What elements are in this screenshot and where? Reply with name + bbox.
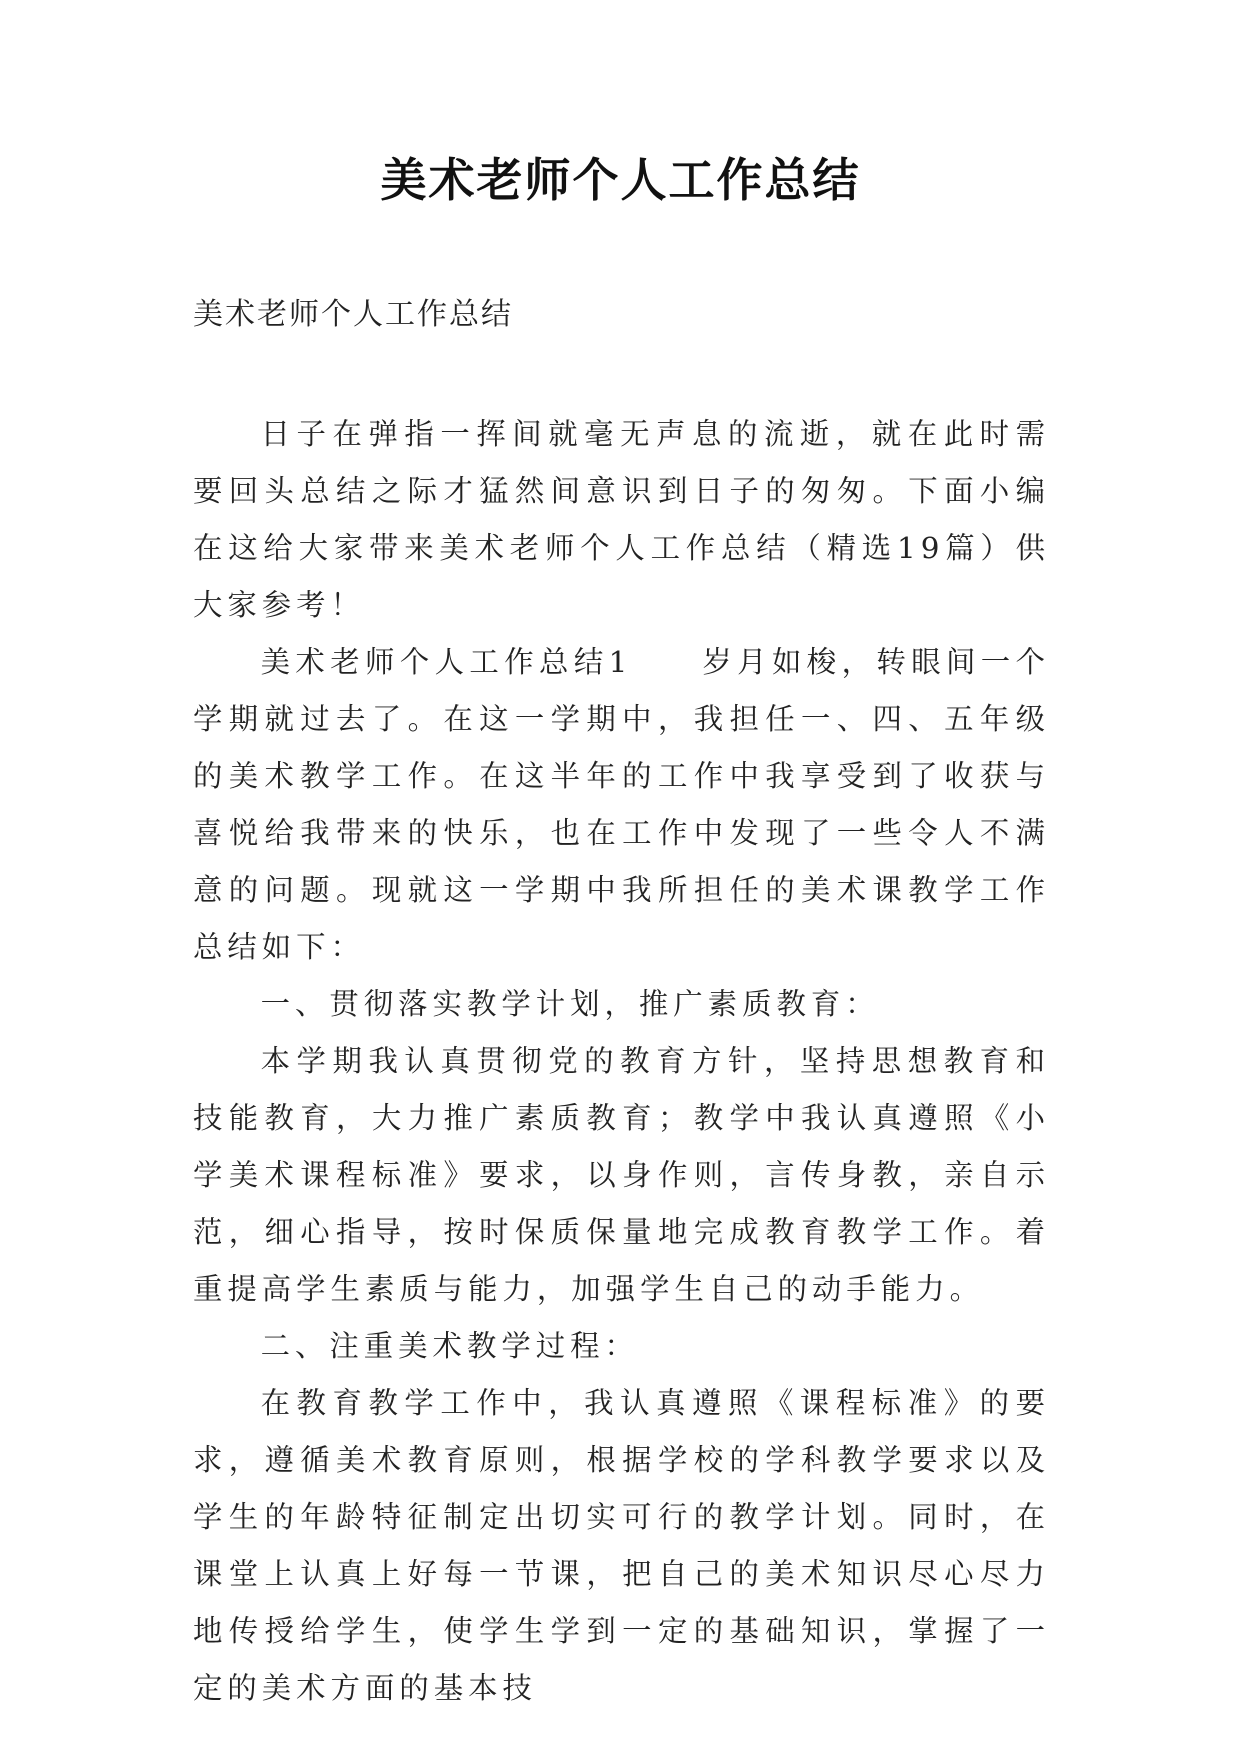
- section-heading-2: 二、注重美术教学过程：: [260, 1329, 639, 1363]
- paragraph-section-2: 在教育教学工作中，我认真遵照《课程标准》的要求，遵循美术教育原则，根据学校的学科教学要求以及学生的年龄特征制定出切实可行的教学计划。同时，在课堂上认真上好每一节课，把自己的美术知识尽心尽力地传授给学生，使学生学到一定的基础知识，掌握了一定的美术方面的基本技: [193, 1386, 1050, 1705]
- paragraph-summary-1: 美术老师个人工作总结1 岁月如梭，转眼间一个学期就过去了。在这一学期中，我担任一、四、五年级的美术教学工作。在这半年的工作中我享受到了收获与喜悦给我带来的快乐，也在工作中发现了一些令人不满意的问题。现就这一学期中我所担任的美术课教学工作总结如下：: [193, 645, 1050, 964]
- section-heading-1: 一、贯彻落实教学计划，推广素质教育：: [260, 987, 880, 1021]
- document-title: 美术老师个人工作总结: [380, 153, 861, 207]
- paragraph-intro: 日子在弹指一挥间就毫无声息的流逝，就在此时需要回头总结之际才猛然间意识到日子的匆匆。下面小编在这给大家带来美术老师个人工作总结（精选19篇）供大家参考！: [193, 417, 1050, 622]
- document-subtitle: 美术老师个人工作总结: [193, 297, 513, 332]
- document-body: [193, 406, 1050, 1717]
- paragraph-section-1: 本学期我认真贯彻党的教育方针，坚持思想教育和技能教育，大力推广素质教育；教学中我认真遵照《小学美术课程标准》要求，以身作则，言传身教，亲自示范，细心指导，按时保质保量地完成教育教学工作。着重提高学生素质与能力，加强学生自己的动手能力。: [193, 1044, 1050, 1306]
